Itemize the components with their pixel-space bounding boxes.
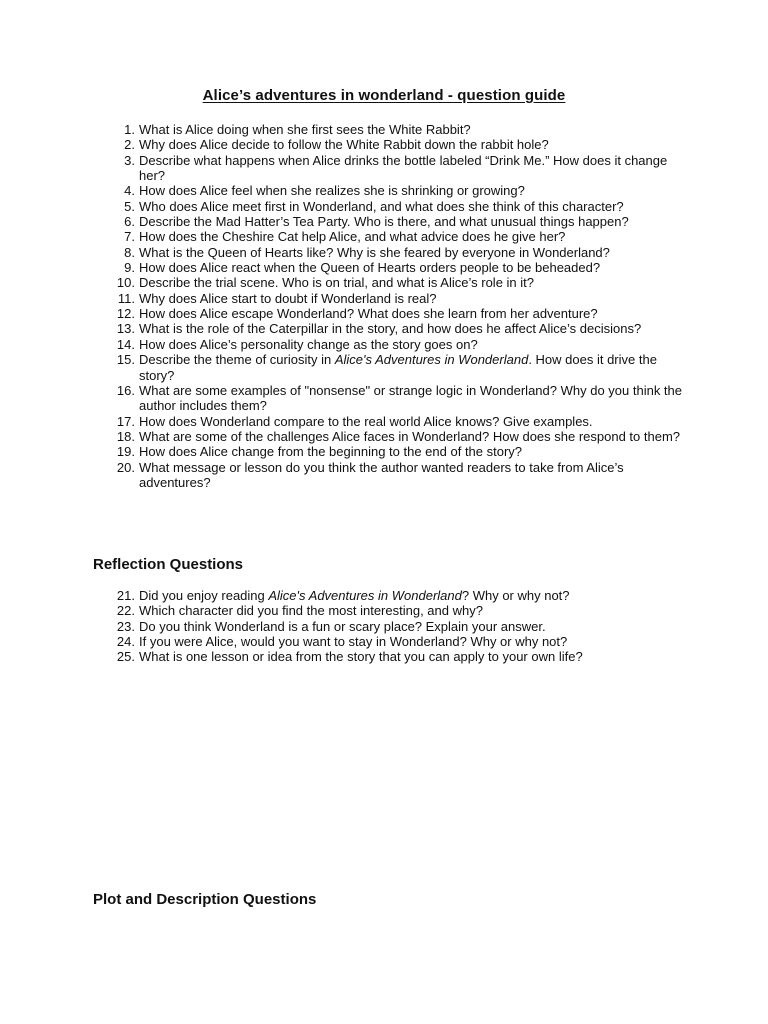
question-number: 23. (116, 618, 135, 634)
question-text-part: What are some examples of "nonsense" or strange logic in Wonderland? Why do you think the author includes them? (139, 382, 683, 414)
question-text (139, 260, 600, 275)
question-text-part: How does Alice feel when she realizes she is shrinking or growing? (139, 183, 525, 199)
question-number: 21. (116, 588, 135, 603)
question-number: 1. (124, 122, 135, 137)
reflection-question-list (92, 588, 682, 665)
question-text (139, 306, 598, 321)
question-text-part: How does Alice escape Wonderland? What does she learn from her adventure? (139, 306, 598, 322)
question-item (92, 321, 682, 336)
question-text (139, 429, 680, 444)
question-item (92, 214, 682, 229)
question-number: 5. (124, 198, 135, 214)
question-text-part: Who does Alice meet first in Wonderland, and what does she think of this character? (139, 198, 624, 214)
question-number: 8. (124, 244, 135, 260)
question-item (92, 352, 682, 383)
question-text (139, 603, 483, 618)
question-text (139, 444, 522, 459)
question-text (139, 383, 682, 413)
question-number: 14. (116, 336, 135, 352)
question-text (139, 153, 667, 183)
question-item (92, 337, 682, 352)
question-text-part: How does Alice react when the Queen of Hearts orders people to be beheaded? (139, 260, 601, 276)
question-number: 11. (117, 290, 135, 306)
question-text-part: Did you enjoy reading (139, 588, 269, 603)
question-text (139, 137, 549, 152)
question-number: 2. (124, 137, 135, 153)
question-text (139, 321, 641, 336)
question-item (92, 634, 682, 649)
question-number: 7. (124, 229, 135, 245)
question-number: 18. (116, 428, 135, 444)
question-number: 10. (116, 275, 135, 291)
question-number: 4. (124, 183, 135, 199)
question-text (139, 337, 478, 352)
question-text-part: Why does Alice start to doubt if Wonderland is real? (139, 290, 437, 306)
question-number: 20. (116, 459, 135, 475)
question-text-part: If you were Alice, would you want to stay in Wonderland? Why or why not? (139, 634, 568, 650)
question-number: 25. (116, 649, 135, 665)
question-text-part: Why does Alice decide to follow the White Rabbit down the rabbit hole? (139, 137, 549, 153)
question-text-part: How does Wonderland compare to the real world Alice knows? Give examples. (139, 413, 593, 429)
question-text (139, 352, 657, 382)
question-item (92, 460, 682, 491)
question-text (139, 460, 624, 490)
question-item (92, 260, 682, 275)
question-number: 22. (116, 603, 135, 619)
question-text-part: Describe the theme of curiosity in (139, 352, 335, 368)
question-item (92, 444, 682, 459)
question-item (92, 603, 682, 618)
question-item (92, 429, 682, 444)
question-number: 19. (116, 444, 135, 460)
question-text (139, 229, 565, 244)
question-text (139, 122, 471, 137)
question-text-part: . How does it drive the story? (139, 352, 657, 383)
question-item (92, 619, 682, 634)
question-text-part: What is the role of the Caterpillar in the story, and how does he affect Alice’s decisions? (139, 321, 642, 337)
reflection-heading: Reflection Questions (93, 556, 244, 573)
question-item (92, 306, 682, 321)
question-item (92, 229, 682, 244)
question-text (139, 414, 593, 429)
question-number: 16. (116, 382, 135, 398)
question-number: 12. (116, 306, 135, 322)
question-text (139, 291, 436, 306)
question-number: 17. (116, 413, 135, 429)
question-text (139, 275, 534, 290)
question-item (92, 383, 682, 414)
question-text-part: What is one lesson or idea from the story that you can apply to your own life? (139, 649, 583, 665)
question-text-part: What is Alice doing when she first sees the White Rabbit? (139, 122, 471, 137)
question-text-part: Which character did you find the most interesting, and why? (139, 603, 483, 619)
question-text (139, 245, 610, 260)
question-number: 24. (116, 634, 135, 650)
question-text (139, 634, 567, 649)
question-text-part: Describe the Mad Hatter’s Tea Party. Who is there, and what unusual things happen? (139, 214, 629, 230)
question-item (92, 275, 682, 290)
question-item (92, 649, 682, 664)
question-list (92, 122, 682, 490)
question-text-part: How does Alice’s personality change as the story goes on? (139, 336, 478, 352)
question-number: 6. (124, 214, 135, 230)
question-text (139, 214, 629, 229)
question-item (92, 183, 682, 198)
question-item (92, 291, 682, 306)
question-text (139, 588, 570, 603)
book-title-italic: Alice's Adventures in Wonderland (268, 588, 462, 603)
question-number: 3. (124, 152, 135, 168)
question-text-part: Describe the trial scene. Who is on trial, and what is Alice’s role in it? (139, 275, 534, 291)
question-text-part: How does Alice change from the beginning to the end of the story? (139, 444, 523, 460)
question-text (139, 619, 546, 634)
document-title: Alice’s adventures in wonderland - question guide (202, 87, 566, 104)
book-title-italic: Alice's Adventures in Wonderland (334, 352, 529, 368)
question-number: 9. (124, 260, 135, 276)
question-number: 15. (116, 352, 135, 368)
question-item (92, 153, 682, 184)
question-text (139, 649, 583, 664)
question-item (92, 414, 682, 429)
question-item (92, 199, 682, 214)
question-text-part: What is the Queen of Hearts like? Why is she feared by everyone in Wonderland? (139, 244, 610, 260)
question-item (92, 122, 682, 137)
question-number: 13. (116, 321, 135, 337)
question-text-part: What message or lesson do you think the author wanted readers to take from Alice’s adventures? (139, 459, 624, 490)
question-text-part: What are some of the challenges Alice faces in Wonderland? How does she respond to them? (139, 428, 681, 444)
question-text-part: How does the Cheshire Cat help Alice, and what advice does he give her? (139, 229, 566, 245)
question-item (92, 245, 682, 260)
question-text-part: ? Why or why not? (461, 588, 570, 603)
plot-heading: Plot and Description Questions (93, 891, 317, 908)
question-text (139, 183, 525, 198)
question-text-part: Do you think Wonderland is a fun or scary place? Explain your answer. (139, 618, 546, 634)
question-item (92, 137, 682, 152)
question-text-part: Describe what happens when Alice drinks the bottle labeled “Drink Me.” How does it change her? (139, 152, 668, 184)
question-text (139, 199, 624, 214)
question-item (92, 588, 682, 603)
